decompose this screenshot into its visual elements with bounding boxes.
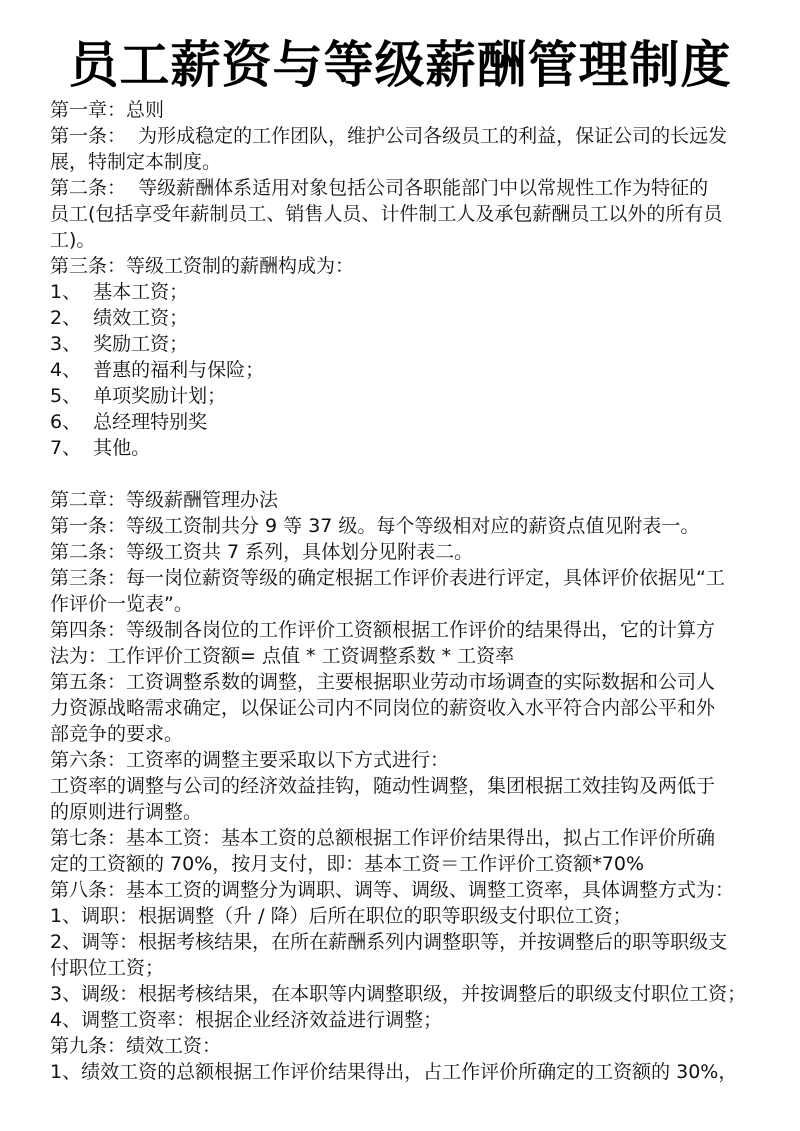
text-line: 5、 单项奖励计划；	[50, 385, 227, 407]
text-line: 作评价一览表”。	[50, 593, 193, 615]
blank-line	[50, 461, 762, 487]
text-line: 第一条：等级工资制共分 9 等 37 级。每个等级相对应的薪资点值见附表一。	[50, 515, 700, 537]
text-line: 工资率的调整与公司的经济效益挂钩，随动性调整，集团根据工效挂钩及两低于	[50, 775, 716, 797]
text-line: 第三条：每一岗位薪资等级的确定根据工作评价表进行评定，具体评价依据见“工	[50, 567, 725, 589]
text-line: 3、 奖励工资；	[50, 333, 189, 355]
text-line: 2、调等：根据考核结果，在所在薪酬系列内调整职等，并按调整后的职等职级支	[50, 931, 728, 953]
text-line: 付职位工资；	[50, 957, 165, 979]
text-line: 第二条： 等级薪酬体系适用对象包括公司各职能部门中以常规性工作为特征的	[50, 177, 709, 199]
text-line: 4、调整工资率：根据企业经济效益进行调整；	[50, 1009, 443, 1031]
text-line: 力资源战略需求确定，以保证公司内不同岗位的薪资收入水平符合内部公平和外	[50, 697, 716, 719]
text-line: 员工(包括享受年薪制员工、销售人员、计件制工人及承包薪酬员工以外的所有员	[50, 203, 723, 225]
text-line: 法为：工作评价工资额= 点值 * 工资调整系数 * 工资率	[50, 645, 515, 667]
text-line: 7、 其他。	[50, 437, 151, 459]
text-line: 3、调级：根据考核结果，在本职等内调整职级，并按调整后的职级支付职位工资；	[50, 983, 747, 1005]
text-line: 第二章：等级薪酬管理办法	[50, 489, 279, 511]
text-line: 1、调职：根据调整（升 / 降）后所在职位的职等职级支付职位工资；	[50, 905, 632, 927]
text-line: 第五条：工资调整系数的调整，主要根据职业劳动市场调查的实际数据和公司人	[50, 671, 716, 693]
text-line: 定的工资额的 70%，按月支付，即：基本工资＝工作评价工资额*70%	[50, 853, 645, 875]
text-line: 工)。	[50, 229, 96, 251]
text-line: 部竞争的要求。	[50, 723, 184, 745]
text-line: 第四条：等级制各岗位的工作评价工资额根据工作评价的结果得出，它的计算方	[50, 619, 716, 641]
text-line: 的原则进行调整。	[50, 801, 203, 823]
text-line: 4、 普惠的福利与保险；	[50, 359, 265, 381]
text-line: 第七条：基本工资：基本工资的总额根据工作评价结果得出，拟占工作评价所确	[50, 827, 716, 849]
text-line: 第九条：绩效工资：	[50, 1035, 222, 1057]
text-line: 第一条： 为形成稳定的工作团队，维护公司各级员工的利益，保证公司的长远发	[50, 125, 728, 147]
text-line: 1、绩效工资的总额根据工作评价结果得出，占工作评价所确定的工资额的 30%，	[50, 1061, 738, 1083]
text-line: 第八条：基本工资的调整分为调职、调等、调级、调整工资率，具体调整方式为：	[50, 879, 735, 901]
text-line: 第二条：等级工资共 7 系列，具体划分见附表二。	[50, 541, 474, 563]
text-line: 展，特制定本制度。	[50, 151, 222, 173]
text-line: 6、 总经理特别奖	[50, 411, 208, 433]
text-line: 2、 绩效工资；	[50, 307, 189, 329]
text-line: 1、 基本工资；	[50, 281, 189, 303]
text-line: 第三条：等级工资制的薪酬构成为：	[50, 255, 355, 277]
document-title: 员工薪资与等级薪酬管理制度	[68, 36, 732, 94]
text-line: 第一章：总则	[50, 99, 165, 121]
document-body	[50, 97, 762, 1085]
text-line: 第六条：工资率的调整主要采取以下方式进行：	[50, 749, 450, 771]
